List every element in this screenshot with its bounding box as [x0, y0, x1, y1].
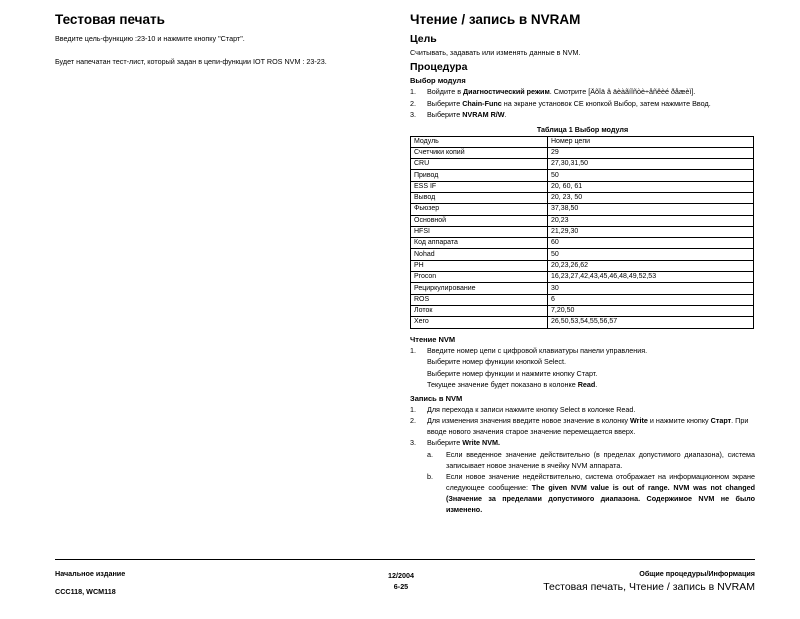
table-row [411, 204, 754, 215]
module-cell: Рециркулирование [411, 283, 548, 294]
table-row [411, 283, 754, 294]
module-cell: Фьюзер [411, 204, 548, 215]
module-table-body [411, 147, 754, 328]
module-cell: PH [411, 260, 548, 271]
table-row [411, 226, 754, 237]
chain-cell: 16,23,27,42,43,45,46,48,49,52,53 [548, 272, 754, 283]
chain-cell: 26,50,53,54,55,56,57 [548, 317, 754, 328]
table-row [411, 317, 754, 328]
chain-cell: 29 [548, 147, 754, 158]
goal-heading: Цель [410, 33, 437, 45]
chain-cell: 20, 60, 61 [548, 181, 754, 192]
table-row [411, 305, 754, 316]
table-caption: Таблица 1 Выбор модуля [536, 124, 629, 134]
right-column [410, 12, 755, 515]
column-header-module: Модуль [411, 136, 548, 147]
module-cell: CRU [411, 159, 548, 170]
write-step-3: 3. Выберите Write NVM. [410, 438, 501, 448]
write-step-1: 1. Для перехода к записи нажмите кнопку Select в колонке Read. [410, 404, 636, 414]
table-row [411, 147, 754, 158]
footer-center [378, 568, 424, 592]
page-topic: Тестовая печать, Чтение / запись в NVRAM [543, 581, 755, 593]
list-item: 3. Выберите NVRAM R/W. [410, 110, 507, 119]
test-print-note: Будет напечатан тест-лист, который задан в цепи-функции IOT ROS NVM : 23-23. [55, 57, 327, 66]
test-print-title: Тестовая печать [55, 12, 165, 27]
module-cell: Xero [411, 317, 548, 328]
list-item: 1. Войдите в Диагностический режим. Смотрите [Äõîä â äèàãíîñòè÷åñêèé ðåæèì]. [410, 87, 696, 96]
write-sub-a: a. Если введенное значение действительно (в пределах допустимого диапазона), система записывает новое значение в ячейку NVM аппарата. [427, 449, 755, 470]
section-label: Общие процедуры/Информация [639, 569, 755, 578]
chain-cell: 50 [548, 170, 754, 181]
chain-cell: 60 [548, 238, 754, 249]
module-cell: Вывод [411, 192, 548, 203]
footer-right [543, 568, 755, 593]
chain-cell: 37,38,50 [548, 204, 754, 215]
table-row [411, 159, 754, 170]
date-label: 12/2004 [388, 571, 414, 580]
chain-cell: 6 [548, 294, 754, 305]
read-step-1: 1. Введите номер цепи с цифровой клавиатуры панели управления. [410, 345, 648, 355]
footer-left [55, 568, 125, 597]
table-row [411, 170, 754, 181]
chain-cell: 7,20,50 [548, 305, 754, 316]
edition-label: Начальное издание [55, 569, 126, 578]
table-row [411, 238, 754, 249]
select-module-heading: Выбор модуля [410, 76, 466, 85]
module-cell: Nohad [411, 249, 548, 260]
write-sub-b: b. Если новое значение недействительно, система отображает на информационном экране следующее сообщение: The given NVM value is out of range. NVM was not changed (Значение за пределами допустимого диапазона. Содержимое NVM не было изменено. [427, 471, 755, 514]
table-row [411, 192, 754, 203]
module-cell: Код аппарата [411, 238, 548, 249]
write-step-2: 2. Для изменения значения введите новое значение в колонку Write и нажмите кнопку Старт. При вводе нового значения старое значение перемещается вверх. [410, 416, 749, 437]
column-header-chain: Номер цепи [548, 136, 754, 147]
chain-cell: 50 [548, 249, 754, 260]
chain-cell: 21,29,30 [548, 226, 754, 237]
footer-rule [55, 559, 755, 560]
read-sub-2: Выберите номер функции и нажмите кнопку Старт. [427, 368, 598, 378]
chain-cell: 20, 23, 50 [548, 192, 754, 203]
module-cell: Основной [411, 215, 548, 226]
module-table [410, 136, 754, 329]
module-cell: ESS IF [411, 181, 548, 192]
read-sub-1: Выберите номер функции кнопкой Select. [427, 357, 567, 367]
goal-text: Считывать, задавать или изменять данные в NVM. [410, 48, 581, 57]
test-print-instruction: Введите цель-функцию :23-10 и нажмите кнопку "Старт". [55, 34, 245, 43]
module-cell: Счетчики копий [411, 147, 548, 158]
read-sub-3: Текущее значение будет показано в колонке Read. [427, 380, 598, 390]
read-nvm-heading: Чтение NVM [410, 334, 456, 344]
table-row [411, 294, 754, 305]
chain-cell: 30 [548, 283, 754, 294]
list-item: 2. Выберите Chain-Func на экране установок CE кнопкой Выбор, затем нажмите Ввод. [410, 98, 711, 108]
chain-cell: 27,30,31,50 [548, 159, 754, 170]
table-row [411, 260, 754, 271]
table-row [411, 249, 754, 260]
module-cell: Лоток [411, 305, 548, 316]
left-column [55, 12, 385, 67]
table-row [411, 272, 754, 283]
procedure-heading: Процедура [410, 61, 468, 73]
page-number: 6-25 [393, 582, 409, 591]
table-row [411, 181, 754, 192]
write-nvm-heading: Запись в NVM [410, 393, 463, 403]
module-cell: ROS [411, 294, 548, 305]
model-label: CCC118, WCM118 [55, 587, 116, 596]
nvram-title: Чтение / запись в NVRAM [410, 12, 581, 27]
select-module-steps [410, 86, 755, 121]
chain-cell: 20,23 [548, 215, 754, 226]
table-row [411, 215, 754, 226]
module-cell: HFSI [411, 226, 548, 237]
table-header-row [411, 136, 754, 147]
chain-cell: 20,23,26,62 [548, 260, 754, 271]
module-cell: Привод [411, 170, 548, 181]
module-cell: Procon [411, 272, 548, 283]
